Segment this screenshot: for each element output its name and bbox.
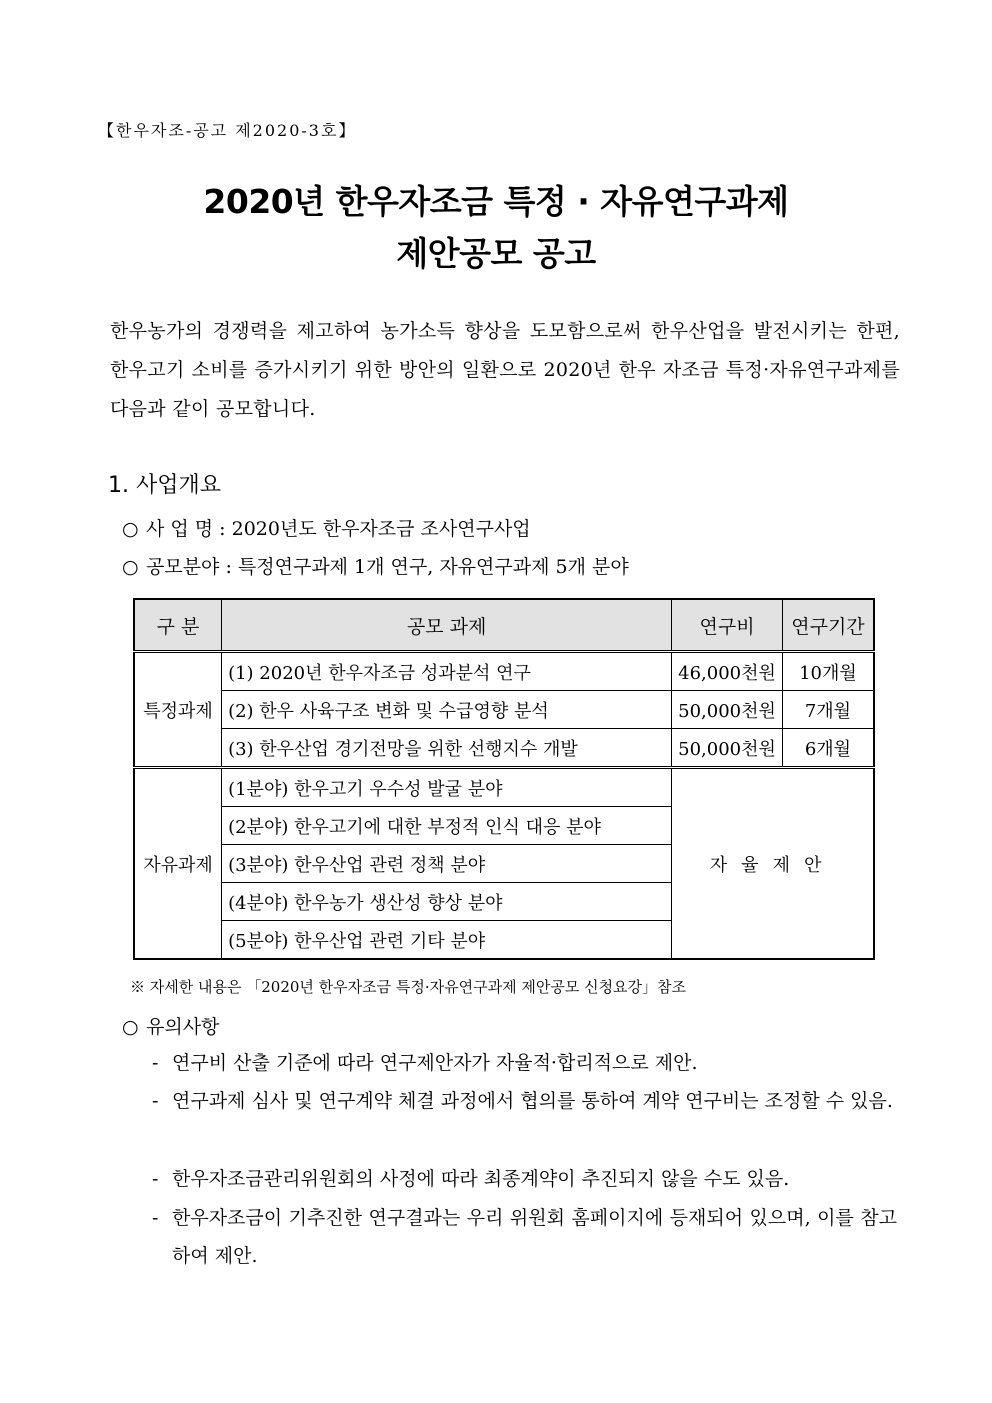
circle-bullet-icon: ○ [122, 556, 139, 578]
period-cell: 6개월 [782, 729, 874, 768]
table-header-row [134, 599, 874, 652]
header-task: 공모 과제 [222, 599, 672, 652]
table-row [134, 768, 874, 807]
table-row [134, 729, 874, 768]
header-category: 구 분 [134, 599, 222, 652]
section-heading: 1. 사업개요 [108, 473, 221, 498]
header-budget: 연구비 [672, 599, 783, 652]
caution-item [152, 1160, 897, 1198]
intro-paragraph: 한우농가의 경쟁력을 제고하여 농가소득 향상을 도모함으로써 한우산업을 발전시키는 한편, 한우고기 소비를 증가시키기 위한 방안의 일환으로 2020년 한우 자조금 특정·자유연구과제를 다음과 같이 공모합니다. [110, 320, 900, 420]
caution-text: 한우자조금관리위원회의 사정에 따라 최종계약이 추진되지 않을 수도 있음. [172, 1168, 790, 1190]
specific-group-label: 특정과제 [134, 652, 222, 768]
table-row [134, 691, 874, 729]
period-cell: 10개월 [782, 652, 874, 691]
document-title: 2020년 한우자조금 특정 · 자유연구과제 [203, 182, 789, 221]
circle-bullet-icon: ○ [122, 1016, 139, 1038]
dash-marker: - [152, 1168, 159, 1190]
caution-item [152, 1199, 897, 1275]
caution-text: 연구과제 심사 및 연구계약 체결 과정에서 협의를 통하여 계약 연구비는 조정할 수 있음. [172, 1090, 893, 1112]
task-cell: (5분야) 한우산업 관련 기타 분야 [222, 921, 672, 960]
bullet-text: 사 업 명 : 2020년도 한우자조금 조사연구사업 [146, 518, 531, 540]
task-cell: (2분야) 한우고기에 대한 부정적 인식 대응 분야 [222, 807, 672, 845]
caution-text: 연구비 산출 기준에 따라 연구제안자가 자율적·합리적으로 제안. [172, 1052, 698, 1074]
reference-note: ※ 자세한 내용은 「2020년 한우자조금 특정·자유연구과제 제안공모 신청요강」참조 [130, 978, 687, 996]
caution-text: 한우자조금이 기추진한 연구결과는 우리 위원회 홈페이지에 등재되어 있으며, 이를 참고하여 제안. [172, 1207, 897, 1267]
dash-marker: - [152, 1052, 159, 1074]
header-period: 연구기간 [782, 599, 874, 652]
bullet-project-name [122, 514, 531, 541]
caution-item [152, 1082, 897, 1120]
task-cell: (4분야) 한우농가 생산성 향상 분야 [222, 883, 672, 921]
dash-marker: - [152, 1090, 159, 1112]
budget-cell: 50,000천원 [672, 691, 783, 729]
circle-bullet-icon: ○ [122, 518, 139, 540]
free-merged-cell: 자율제안 [672, 768, 874, 960]
budget-cell: 50,000천원 [672, 729, 783, 768]
notice-number: 【한우자조-공고 제2020-3호】 [98, 121, 357, 140]
dash-marker: - [152, 1207, 159, 1229]
period-cell: 7개월 [782, 691, 874, 729]
task-cell: (1) 2020년 한우자조금 성과분석 연구 [222, 652, 672, 691]
budget-cell: 46,000천원 [672, 652, 783, 691]
bullet-fields [122, 552, 629, 579]
bullet-text: 공모분야 : 특정연구과제 1개 연구, 자유연구과제 5개 분야 [146, 556, 629, 578]
bullet-cautions [122, 1012, 219, 1039]
table-row [134, 652, 874, 691]
task-cell: (3분야) 한우산업 관련 정책 분야 [222, 845, 672, 883]
bullet-text: 유의사항 [146, 1016, 220, 1038]
task-cell: (1분야) 한우고기 우수성 발굴 분야 [222, 768, 672, 807]
task-cell: (3) 한우산업 경기전망을 위한 선행지수 개발 [222, 729, 672, 768]
caution-item [152, 1044, 897, 1082]
task-cell: (2) 한우 사육구조 변화 및 수급영향 분석 [222, 691, 672, 729]
research-task-table [133, 598, 875, 960]
document-subtitle: 제안공모 공고 [396, 234, 596, 273]
free-group-label: 자유과제 [134, 768, 222, 960]
